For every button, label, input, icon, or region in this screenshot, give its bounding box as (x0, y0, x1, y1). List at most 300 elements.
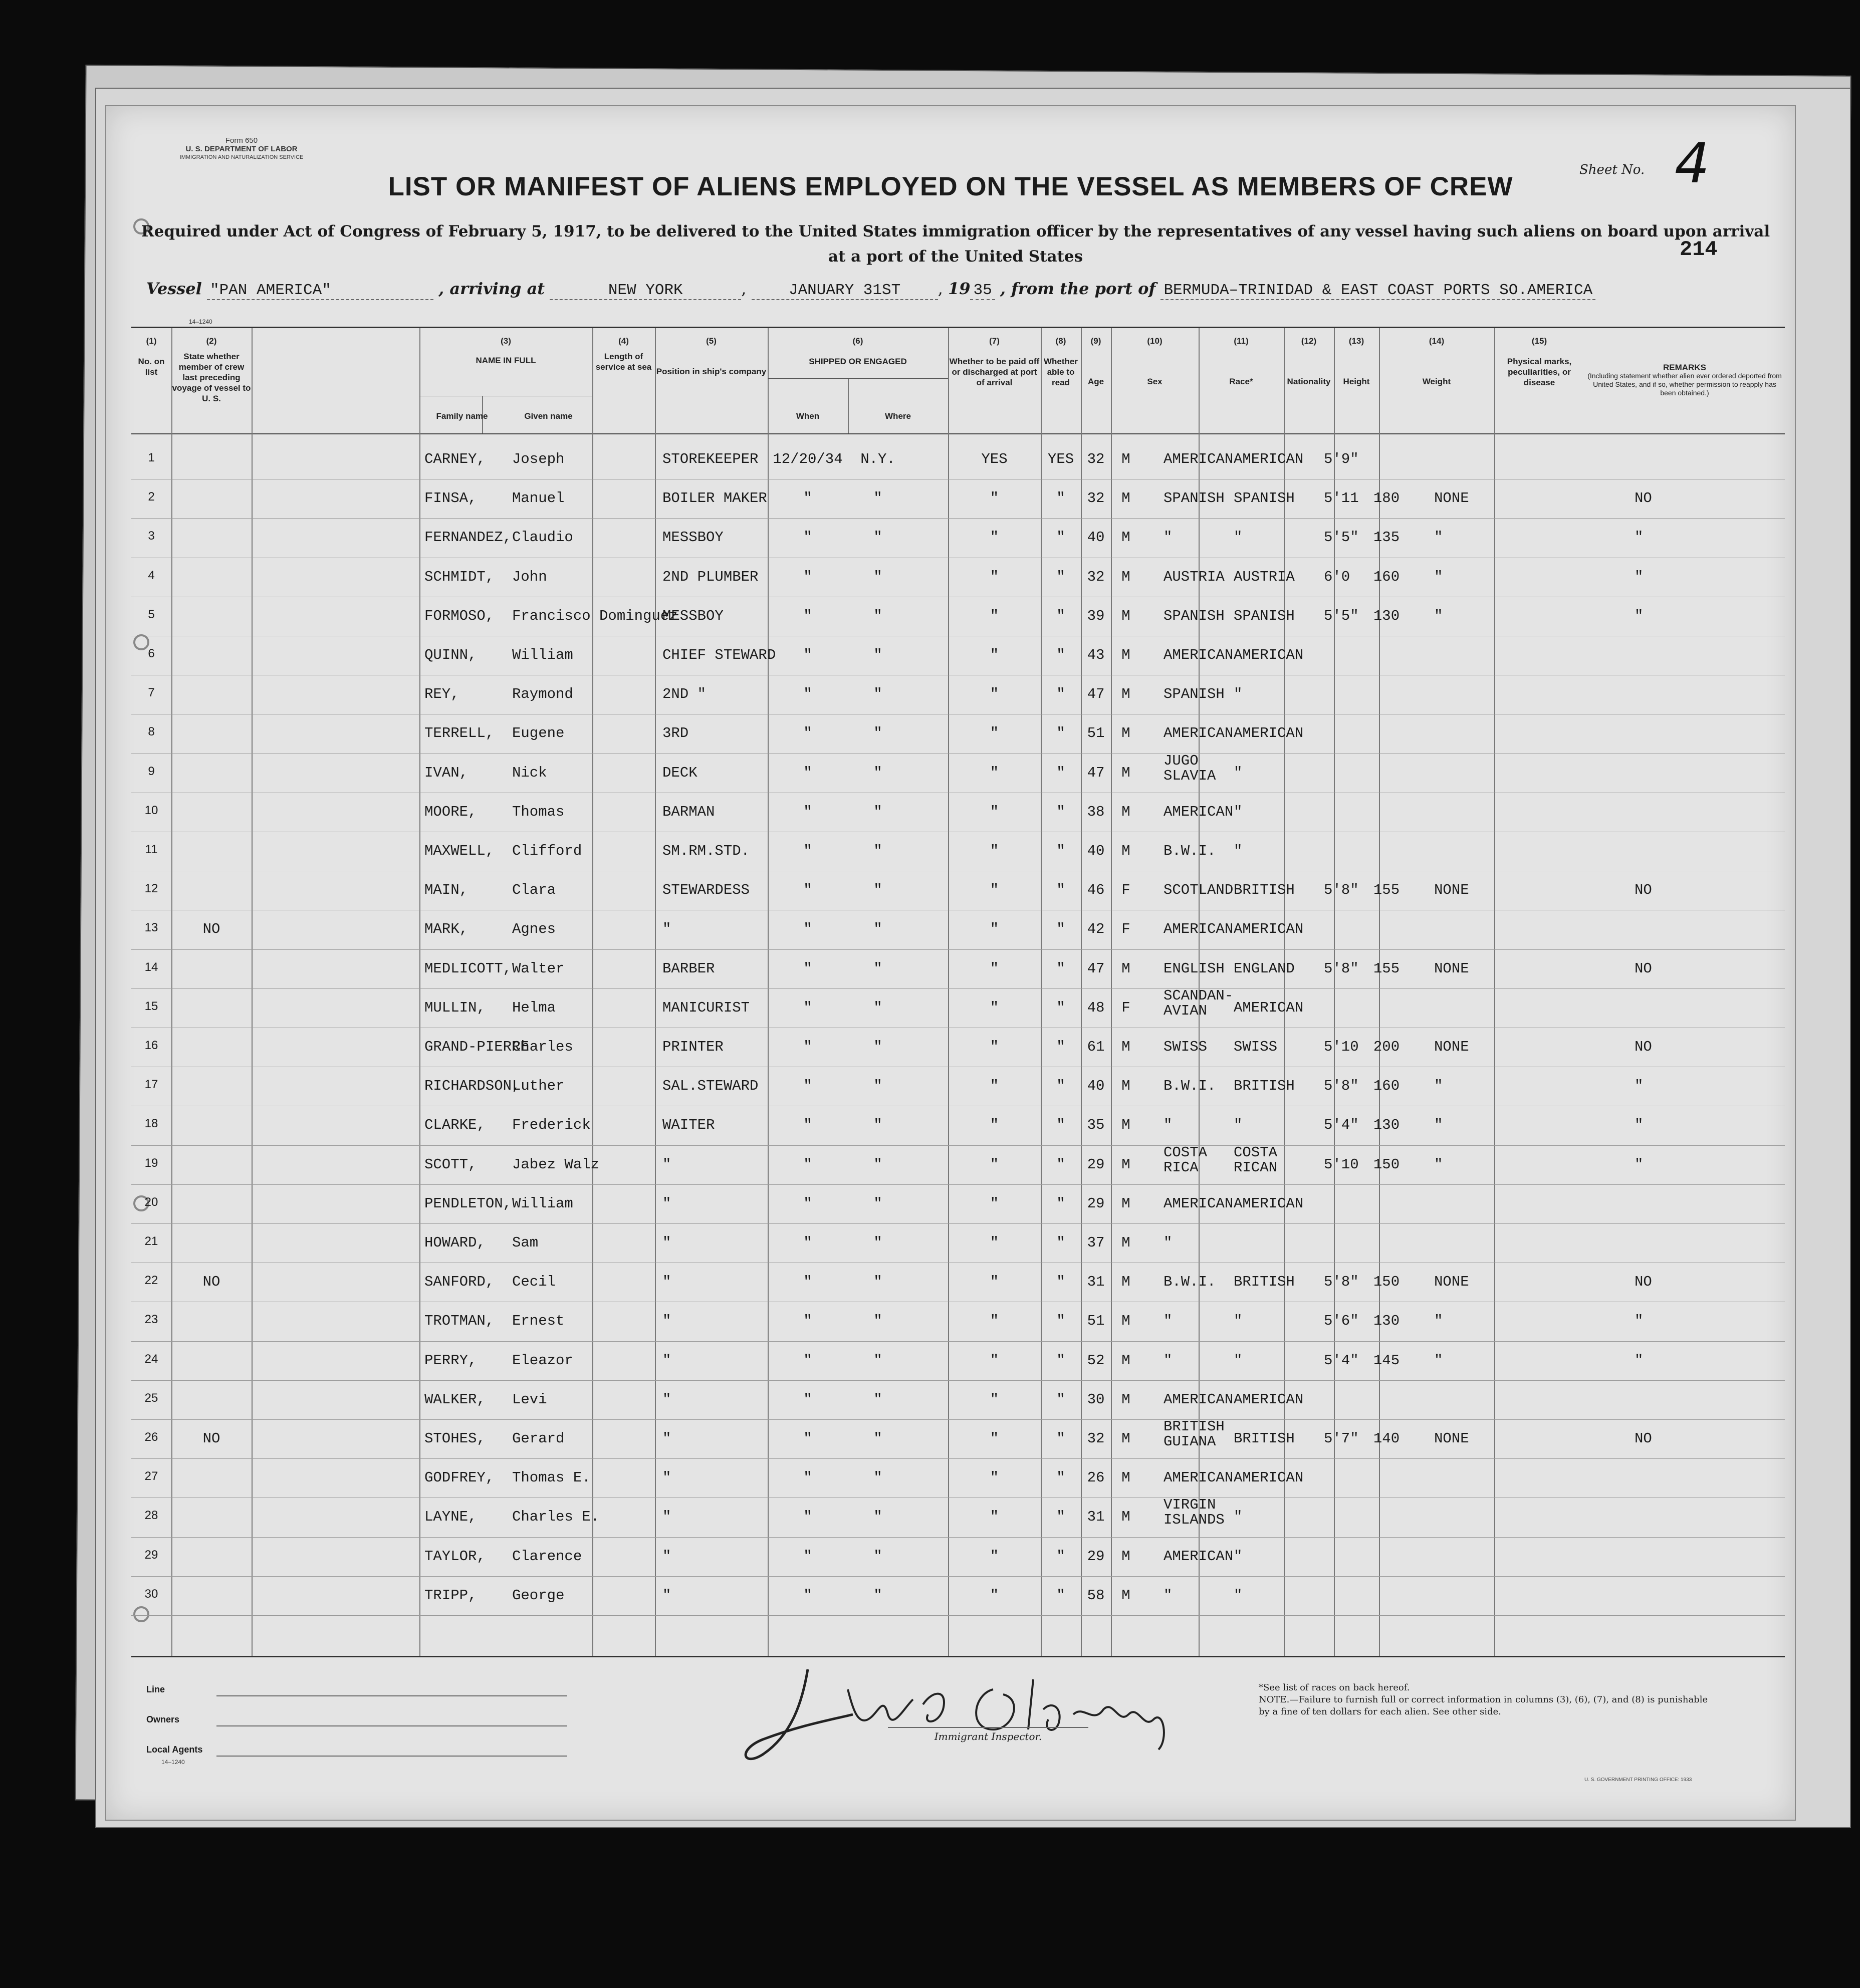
cell-paid: " (990, 1587, 999, 1604)
cell-nationality: SPANISH (1234, 607, 1295, 624)
cell-family: WALKER, (424, 1391, 486, 1408)
cell-no: 18 (144, 1117, 158, 1131)
cell-paid: " (990, 803, 999, 820)
cell-paid: YES (981, 451, 1008, 467)
cell-sex: M (1121, 647, 1130, 663)
cell-given: Jabez Walz (512, 1156, 600, 1173)
cell-read: " (1056, 1352, 1065, 1369)
row-rule (131, 1184, 1785, 1185)
col-when-header: When (796, 411, 820, 421)
cell-position: 3RD (662, 725, 689, 742)
cell-when: " (803, 1274, 812, 1291)
cell-sex: M (1121, 490, 1130, 507)
cell-family: GRAND-PIERRE (424, 1039, 529, 1055)
cell-nationality: BRITISH (1234, 1430, 1295, 1447)
cell-age: 29 (1087, 1156, 1105, 1173)
cell-paid: " (990, 921, 999, 938)
cell-given: Ernest (512, 1313, 565, 1330)
cell-race: SCOTLAND (1164, 882, 1234, 899)
cell-nationality: " (1234, 529, 1243, 546)
row-rule (131, 988, 1785, 989)
cell-height: 5'10 (1324, 1039, 1359, 1055)
cell-age: 32 (1087, 568, 1105, 585)
cell-paid: " (990, 1078, 999, 1095)
cell-position: BARMAN (662, 803, 715, 820)
col-position-header: (5) Position in ship's company (656, 336, 767, 376)
cell-family: REY, (424, 686, 459, 703)
cell-race: AMERICAN (1164, 921, 1234, 938)
row-rule (131, 1458, 1785, 1459)
cell-height: 5'4" (1324, 1352, 1359, 1369)
cell-read: " (1056, 882, 1065, 899)
cell-given: Clara (512, 882, 556, 899)
cell-when: " (803, 999, 812, 1016)
cell-where: " (873, 764, 882, 781)
cell-remarks: NO (1635, 960, 1652, 977)
cell-remarks: NO (1635, 490, 1652, 507)
cell-when: " (803, 1195, 812, 1212)
cell-read: " (1056, 1430, 1065, 1447)
cell-weight: 145 (1373, 1352, 1400, 1369)
cell-family: LAYNE, (424, 1509, 477, 1526)
cell-read: " (1056, 764, 1065, 781)
cell-paid: " (990, 1430, 999, 1447)
cell-race: " (1164, 1117, 1173, 1134)
fine-note: NOTE.—Failure to furnish full or correct information in columns (3), (6), (7), and (8) is punishable by a fine of ten dollars for each alien. See other side. (1259, 1694, 1708, 1717)
cell-age: 61 (1087, 1039, 1105, 1055)
col-given-name-header: Given name (524, 411, 573, 421)
cell-sex: M (1121, 764, 1130, 781)
year-prefix: 19 (948, 279, 971, 298)
cell-position: " (662, 1587, 671, 1604)
cell-read: " (1056, 725, 1065, 742)
vessel-name: "PAN AMERICA" (207, 282, 433, 300)
cell-nationality: " (1234, 1509, 1243, 1526)
cell-no: 9 (148, 764, 155, 778)
cell-given: Charles E. (512, 1509, 600, 1526)
cell-age: 31 (1087, 1509, 1105, 1526)
cell-family: PENDLETON, (424, 1195, 512, 1212)
arrival-port: NEW YORK (550, 282, 741, 300)
page-number: 214 (1680, 237, 1718, 262)
cell-read: " (1056, 1117, 1065, 1134)
cell-race: " (1164, 529, 1173, 546)
cell-race: B.W.I. (1164, 1274, 1216, 1291)
department-label: U. S. DEPARTMENT OF LABOR (185, 145, 298, 153)
cell-position: BARBER (662, 960, 715, 977)
cell-given: Joseph (512, 451, 565, 467)
page-title: LIST OR MANIFEST OF ALIENS EMPLOYED ON THE VESSEL AS MEMBERS OF CREW (388, 172, 1513, 201)
cell-given: George (512, 1587, 565, 1604)
cell-weight: 150 (1373, 1274, 1400, 1291)
cell-remarks: " (1635, 529, 1644, 546)
cell-weight: 130 (1373, 607, 1400, 624)
cell-nationality: AMERICAN (1234, 725, 1304, 742)
cell-no: 3 (148, 529, 155, 543)
cell-sex: M (1121, 451, 1130, 467)
cell-when: " (803, 1039, 812, 1055)
cell-age: 39 (1087, 607, 1105, 624)
cell-read: " (1056, 1509, 1065, 1526)
cell-family: FERNANDEZ, (424, 529, 512, 546)
cell-read: " (1056, 1195, 1065, 1212)
cell-paid: " (990, 1352, 999, 1369)
cell-height: 5'9" (1324, 451, 1359, 467)
cell-family: TRIPP, (424, 1587, 477, 1604)
cell-family: TAYLOR, (424, 1548, 486, 1565)
cell-race: AMERICAN (1164, 1195, 1234, 1212)
cell-given: Sam (512, 1234, 539, 1251)
cell-remarks: NO (1635, 1430, 1652, 1447)
cell-height: 5'11 (1324, 490, 1359, 507)
signature-line (888, 1727, 1088, 1728)
cell-remarks: " (1635, 568, 1644, 585)
cell-age: 42 (1087, 921, 1105, 938)
cell-given: Luther (512, 1078, 565, 1095)
arrival-date: JANUARY 31ST (752, 282, 938, 300)
cell-paid: " (990, 1039, 999, 1055)
cell-race: AMERICAN (1164, 1548, 1234, 1565)
cell-where: " (873, 490, 882, 507)
cell-race: " (1164, 1587, 1173, 1604)
cell-position: MESSBOY (662, 529, 724, 546)
cell-no: 8 (148, 725, 155, 739)
cell-when: " (803, 568, 812, 585)
cell-no: 10 (144, 803, 158, 817)
cell-position: " (662, 1469, 671, 1486)
arriving-label: , arriving at (438, 279, 545, 298)
cell-age: 29 (1087, 1195, 1105, 1212)
cell-when: " (803, 882, 812, 899)
row-rule (131, 1419, 1785, 1420)
cell-race: AMERICAN (1164, 451, 1234, 467)
col-race-header: (11) Race* (1229, 336, 1253, 386)
cell-position: WAITER (662, 1117, 715, 1134)
cell-remarks: NO (1635, 882, 1652, 899)
cell-family: PERRY, (424, 1352, 477, 1369)
cell-age: 30 (1087, 1391, 1105, 1408)
cell-no: 30 (144, 1587, 158, 1601)
col-weight-header: (14) Weight (1422, 336, 1451, 386)
cell-position: " (662, 1195, 671, 1212)
cell-race: AMERICAN (1164, 647, 1234, 663)
cell-remarks: " (1635, 1313, 1644, 1330)
cell-sex: M (1121, 1509, 1130, 1526)
cell-read: " (1056, 921, 1065, 938)
cell-no: 28 (144, 1509, 158, 1523)
cell-read: " (1056, 1234, 1065, 1251)
cell-weight: 130 (1373, 1117, 1400, 1134)
cell-race: SPANISH (1164, 686, 1225, 703)
cell-when: " (803, 1078, 812, 1095)
cell-given: Helma (512, 999, 556, 1016)
cell-no: 26 (144, 1430, 158, 1444)
cell-family: MARK, (424, 921, 469, 938)
cell-remarks: NO (1635, 1039, 1652, 1055)
cell-race: " (1164, 1352, 1173, 1369)
cell-position: MESSBOY (662, 607, 724, 624)
cell-height: 5'5" (1324, 607, 1359, 624)
cell-no: 25 (144, 1391, 158, 1405)
cell-remarks: " (1635, 1117, 1644, 1134)
cell-sex: M (1121, 803, 1130, 820)
cell-given: Agnes (512, 921, 556, 938)
cell-when: " (803, 725, 812, 742)
cell-where: " (873, 1078, 882, 1095)
cell-weight: 135 (1373, 529, 1400, 546)
cell-when: " (803, 686, 812, 703)
cell-age: 26 (1087, 1469, 1105, 1486)
cell-sex: M (1121, 568, 1130, 585)
cell-given: Walter (512, 960, 565, 977)
cell-height: 5'8" (1324, 1078, 1359, 1095)
cell-paid: " (990, 725, 999, 742)
cell-nationality: " (1234, 1313, 1243, 1330)
cell-where: " (873, 1195, 882, 1212)
col-age-header: (9) Age (1087, 336, 1104, 386)
cell-sex: M (1121, 1391, 1130, 1408)
cell-when: " (803, 764, 812, 781)
cell-family: TROTMAN, (424, 1313, 495, 1330)
local-agents-field[interactable] (216, 1756, 567, 1757)
cell-family: MAIN, (424, 882, 469, 899)
col-family-name-header: Family name (436, 411, 488, 421)
cell-paid: " (990, 490, 999, 507)
cell-when: " (803, 1313, 812, 1330)
cell-height: 6'0 (1324, 568, 1350, 585)
line-field[interactable] (216, 1695, 567, 1696)
cell-age: 38 (1087, 803, 1105, 820)
cell-paid: " (990, 1391, 999, 1408)
cell-height: 5'8" (1324, 960, 1359, 977)
cell-where: " (873, 686, 882, 703)
cell-sex: M (1121, 1548, 1130, 1565)
cell-nationality: AMERICAN (1234, 1195, 1304, 1212)
cell-family: MEDLICOTT, (424, 960, 512, 977)
cell-position: MANICURIST (662, 999, 750, 1016)
cell-age: 32 (1087, 1430, 1105, 1447)
from-port-label: , from the port of (1000, 279, 1156, 298)
cell-when: " (803, 1117, 812, 1134)
cell-read: " (1056, 960, 1065, 977)
cell-no: 14 (144, 960, 158, 974)
cell-race: ENGLISH (1164, 960, 1225, 977)
cell-where: " (873, 1352, 882, 1369)
cell-age: 47 (1087, 960, 1105, 977)
cell-age: 48 (1087, 999, 1105, 1016)
cell-when: " (803, 529, 812, 546)
sheet-no-label: Sheet No. (1579, 162, 1645, 177)
cell-position: " (662, 1313, 671, 1330)
cell-given: Cecil (512, 1274, 556, 1291)
cell-remarks: NO (1635, 1274, 1652, 1291)
cell-where: " (873, 803, 882, 820)
cell-position: 2ND " (662, 686, 707, 703)
cell-where: " (873, 843, 882, 859)
cell-given: Eleazor (512, 1352, 573, 1369)
cell-paid: " (990, 1234, 999, 1251)
cell-family: MOORE, (424, 803, 477, 820)
cell-no: 13 (144, 921, 158, 935)
cell-given: Nick (512, 764, 547, 781)
owners-field[interactable] (216, 1725, 567, 1726)
cell-sex: M (1121, 1117, 1130, 1134)
cell-race: SWISS (1164, 1039, 1208, 1055)
cell-when: " (803, 1587, 812, 1604)
col-where-header: Where (885, 411, 911, 421)
inspector-signature (733, 1659, 1209, 1775)
cell-sex: M (1121, 1195, 1130, 1212)
cell-where: N.Y. (860, 451, 895, 467)
col-nationality-header: (12) Nationality (1287, 336, 1331, 386)
cell-position: SM.RM.STD. (662, 843, 750, 859)
cell-paid: " (990, 607, 999, 624)
cell-paid: " (990, 843, 999, 859)
cell-marks: " (1434, 1156, 1443, 1173)
sheet-no-value: 4 (1675, 131, 1710, 195)
cell-family: CLARKE, (424, 1117, 486, 1134)
cell-marks: " (1434, 1313, 1443, 1330)
cell-marks: " (1434, 607, 1443, 624)
cell-sex: F (1121, 921, 1130, 938)
cell-read: " (1056, 1469, 1065, 1486)
cell-height: 5'5" (1324, 529, 1359, 546)
col-prev-voyage-header: (2) State whether member of crew last preceding voyage of vessel to U. S. (172, 336, 251, 403)
cell-position: " (662, 921, 671, 938)
cell-prev: NO (202, 921, 220, 938)
cell-no: 24 (144, 1352, 158, 1366)
cell-read: " (1056, 1391, 1065, 1408)
cell-age: 40 (1087, 529, 1105, 546)
cell-paid: " (990, 1117, 999, 1134)
cell-race: AMERICAN (1164, 725, 1234, 742)
cell-marks: NONE (1434, 1430, 1469, 1447)
cell-when: " (803, 1234, 812, 1251)
cell-position: STOREKEEPER (662, 451, 759, 467)
cell-sex: M (1121, 1313, 1130, 1330)
cell-read: " (1056, 1313, 1065, 1330)
cell-marks: " (1434, 568, 1443, 585)
cell-given: Gerard (512, 1430, 565, 1447)
cell-when: " (803, 490, 812, 507)
cell-age: 35 (1087, 1117, 1105, 1134)
cell-position: " (662, 1509, 671, 1526)
cell-age: 46 (1087, 882, 1105, 899)
cell-nationality: " (1234, 686, 1243, 703)
cell-given: William (512, 647, 573, 663)
row-rule (131, 1223, 1785, 1224)
cell-paid: " (990, 1469, 999, 1486)
cell-no: 27 (144, 1469, 158, 1483)
cell-family: CARNEY, (424, 451, 486, 467)
cell-family: SCOTT, (424, 1156, 477, 1173)
cell-age: 29 (1087, 1548, 1105, 1565)
cell-family: MULLIN, (424, 999, 486, 1016)
cell-no: 4 (148, 568, 155, 582)
cell-nationality: BRITISH (1234, 1274, 1295, 1291)
cell-age: 47 (1087, 686, 1105, 703)
cell-nationality: " (1234, 843, 1243, 859)
cell-sex: M (1121, 686, 1130, 703)
cell-prev: NO (202, 1430, 220, 1447)
cell-read: " (1056, 1274, 1065, 1291)
row-rule (131, 1537, 1785, 1538)
cell-race: " (1164, 1313, 1173, 1330)
cell-race: SCANDAN- AVIAN (1164, 987, 1234, 1019)
cell-age: 37 (1087, 1234, 1105, 1251)
cell-nationality: " (1234, 1548, 1243, 1565)
cell-age: 51 (1087, 1313, 1105, 1330)
cell-where: " (873, 960, 882, 977)
cell-no: 6 (148, 647, 155, 660)
cell-when: " (803, 1156, 812, 1173)
cell-paid: " (990, 960, 999, 977)
footnotes (1259, 1682, 1710, 1718)
cell-where: " (873, 1156, 882, 1173)
cell-race: AMERICAN (1164, 1391, 1234, 1408)
cell-given: Thomas E. (512, 1469, 591, 1486)
cell-no: 29 (144, 1548, 158, 1562)
cell-where: " (873, 1587, 882, 1604)
col-name-header: (3) NAME IN FULL (476, 336, 536, 365)
cell-marks: NONE (1434, 882, 1469, 899)
cell-marks: " (1434, 1117, 1443, 1134)
cell-read: " (1056, 529, 1065, 546)
cell-position: PRINTER (662, 1039, 724, 1055)
cell-read: " (1056, 1078, 1065, 1095)
cell-when: " (803, 921, 812, 938)
cell-read: " (1056, 803, 1065, 820)
printer-imprint: U. S. GOVERNMENT PRINTING OFFICE: 1933 (1584, 1777, 1692, 1783)
cell-sex: M (1121, 529, 1130, 546)
cell-no: 20 (144, 1195, 158, 1209)
cell-nationality: AMERICAN (1234, 1391, 1304, 1408)
form-code: 14–1240 (189, 318, 212, 325)
cell-sex: M (1121, 1430, 1130, 1447)
cell-height: 5'10 (1324, 1156, 1359, 1173)
cell-where: " (873, 1509, 882, 1526)
cell-paid: " (990, 686, 999, 703)
cell-age: 40 (1087, 843, 1105, 859)
inspector-label: Immigrant Inspector. (934, 1730, 1042, 1743)
cell-height: 5'6" (1324, 1313, 1359, 1330)
cell-when: " (803, 1509, 812, 1526)
col-remarks-header: REMARKS (Including statement whether alien ever ordered deported from United States, and if so, whether permission to reapply has been obtained.) (1587, 363, 1782, 397)
cell-position: " (662, 1352, 671, 1369)
form-header-block (166, 136, 317, 162)
cell-position: SAL.STEWARD (662, 1078, 759, 1095)
cell-race: B.W.I. (1164, 843, 1216, 859)
cell-when: " (803, 607, 812, 624)
cell-weight: 200 (1373, 1039, 1400, 1055)
cell-nationality: " (1234, 764, 1243, 781)
cell-race: SPANISH (1164, 490, 1225, 507)
cell-given: Manuel (512, 490, 565, 507)
crew-table (131, 327, 1785, 1657)
cell-nationality: " (1234, 803, 1243, 820)
cell-marks: " (1434, 1078, 1443, 1095)
cell-race: AUSTRIA (1164, 568, 1225, 585)
col-read-header: (8) Whether able to read (1044, 336, 1078, 387)
row-rule (131, 949, 1785, 950)
cell-sex: M (1121, 725, 1130, 742)
cell-sex: M (1121, 1078, 1130, 1095)
cell-race: SPANISH (1164, 607, 1225, 624)
cell-race: AMERICAN (1164, 803, 1234, 820)
cell-height: 5'7" (1324, 1430, 1359, 1447)
cell-race: " (1164, 1234, 1173, 1251)
cell-sex: M (1121, 1469, 1130, 1486)
